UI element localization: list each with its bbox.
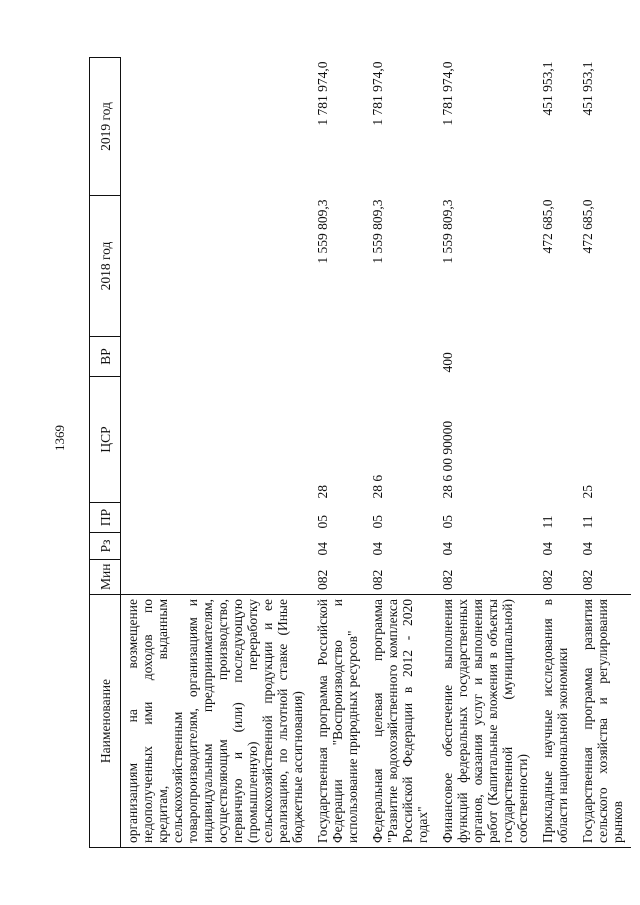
page-number: 1369 [52, 425, 67, 451]
header-min: Мин [90, 560, 121, 595]
cell-2019: 451 953,1 [540, 61, 555, 116]
cell-2018: 1 559 809,3 [440, 199, 455, 264]
cell-csr: 28 6 00 90000 [440, 420, 455, 499]
table-row [311, 58, 366, 848]
header-2018: 2018 год [90, 196, 121, 337]
cell-rz: 04 [370, 542, 385, 556]
cell-vr: 400 [440, 352, 455, 373]
header-pr: ПР [90, 503, 121, 533]
cell-name: Финансовое обеспечение выполнения функций федеральных государственных органов, оказания услуг и выполнения работ (Капитальные вложения в объекты государственной (муниципальной) собственности) [436, 595, 536, 848]
cell-rz: 04 [315, 542, 330, 556]
cell-rz: 04 [440, 542, 455, 556]
table-header-row [90, 58, 121, 848]
cell-rz: 04 [540, 542, 555, 556]
cell-pr: 05 [370, 515, 385, 529]
table-row [366, 58, 436, 848]
cell-pr: 05 [315, 515, 330, 529]
cell-min [121, 560, 312, 595]
cell-csr: 28 6 [370, 474, 385, 499]
table-row [436, 58, 536, 848]
cell-csr: 28 [315, 485, 330, 499]
cell-rz [121, 533, 312, 560]
header-2019: 2019 год [90, 58, 121, 196]
cell-min: 082 [315, 569, 330, 590]
cell-min: 082 [580, 569, 595, 590]
cell-rz: 04 [580, 542, 595, 556]
cell-2019 [121, 58, 312, 196]
cell-min: 082 [540, 569, 555, 590]
rotated-page-content [89, 58, 625, 848]
cell-pr [121, 503, 312, 533]
cell-name: организациям на возмещение недополученных ими доходов по кредитам, выданным сельскохозяйственным товаропроизводителям, организациям и индивидуальным предпринимателям, осуществляющим производство, первичную и (или) последующую (промышленную) переработку сельскохозяйственной продукции и ее реализацию, по льготной ставке (Иные бюджетные ассигнования) [121, 595, 312, 848]
cell-min: 082 [370, 569, 385, 590]
cell-2018: 472 685,0 [580, 199, 595, 254]
cell-vr [536, 337, 576, 377]
cell-name: Федеральная целевая программа "Развитие водохозяйственного комплекса Российской Федерации в 2012 - 2020 годах" [366, 595, 436, 848]
cell-name: Государственная программа развития сельского хозяйства и регулирования рынков [576, 595, 631, 848]
header-csr: ЦСР [90, 377, 121, 503]
cell-pr: 05 [440, 515, 455, 529]
cell-2019: 1 781 974,0 [315, 61, 330, 126]
cell-vr [121, 337, 312, 377]
cell-name: Прикладные научные исследования в области национальной экономики [536, 595, 576, 848]
cell-vr [311, 337, 366, 377]
cell-2019: 1 781 974,0 [440, 61, 455, 126]
cell-2018: 1 559 809,3 [315, 199, 330, 264]
cell-vr [576, 337, 631, 377]
header-vr: ВР [90, 337, 121, 377]
cell-pr: 11 [580, 515, 595, 529]
table-row [576, 58, 631, 848]
cell-min: 082 [440, 569, 455, 590]
cell-name: Государственная программа Российской Федерации "Воспроизводство и использование природных ресурсов" [311, 595, 366, 848]
cell-2019: 1 781 974,0 [370, 61, 385, 126]
cell-csr [536, 377, 576, 503]
cell-csr [121, 377, 312, 503]
cell-vr [366, 337, 436, 377]
cell-pr: 11 [540, 515, 555, 529]
budget-table [89, 57, 631, 848]
table-row [121, 58, 312, 848]
cell-2018: 1 559 809,3 [370, 199, 385, 264]
table-row [536, 58, 576, 848]
header-rz: Рз [90, 533, 121, 560]
cell-csr: 25 [580, 485, 595, 499]
cell-2018: 472 685,0 [540, 199, 555, 254]
header-name: Наименование [90, 595, 121, 848]
cell-2018 [121, 196, 312, 337]
cell-2019: 451 953,1 [580, 61, 595, 116]
